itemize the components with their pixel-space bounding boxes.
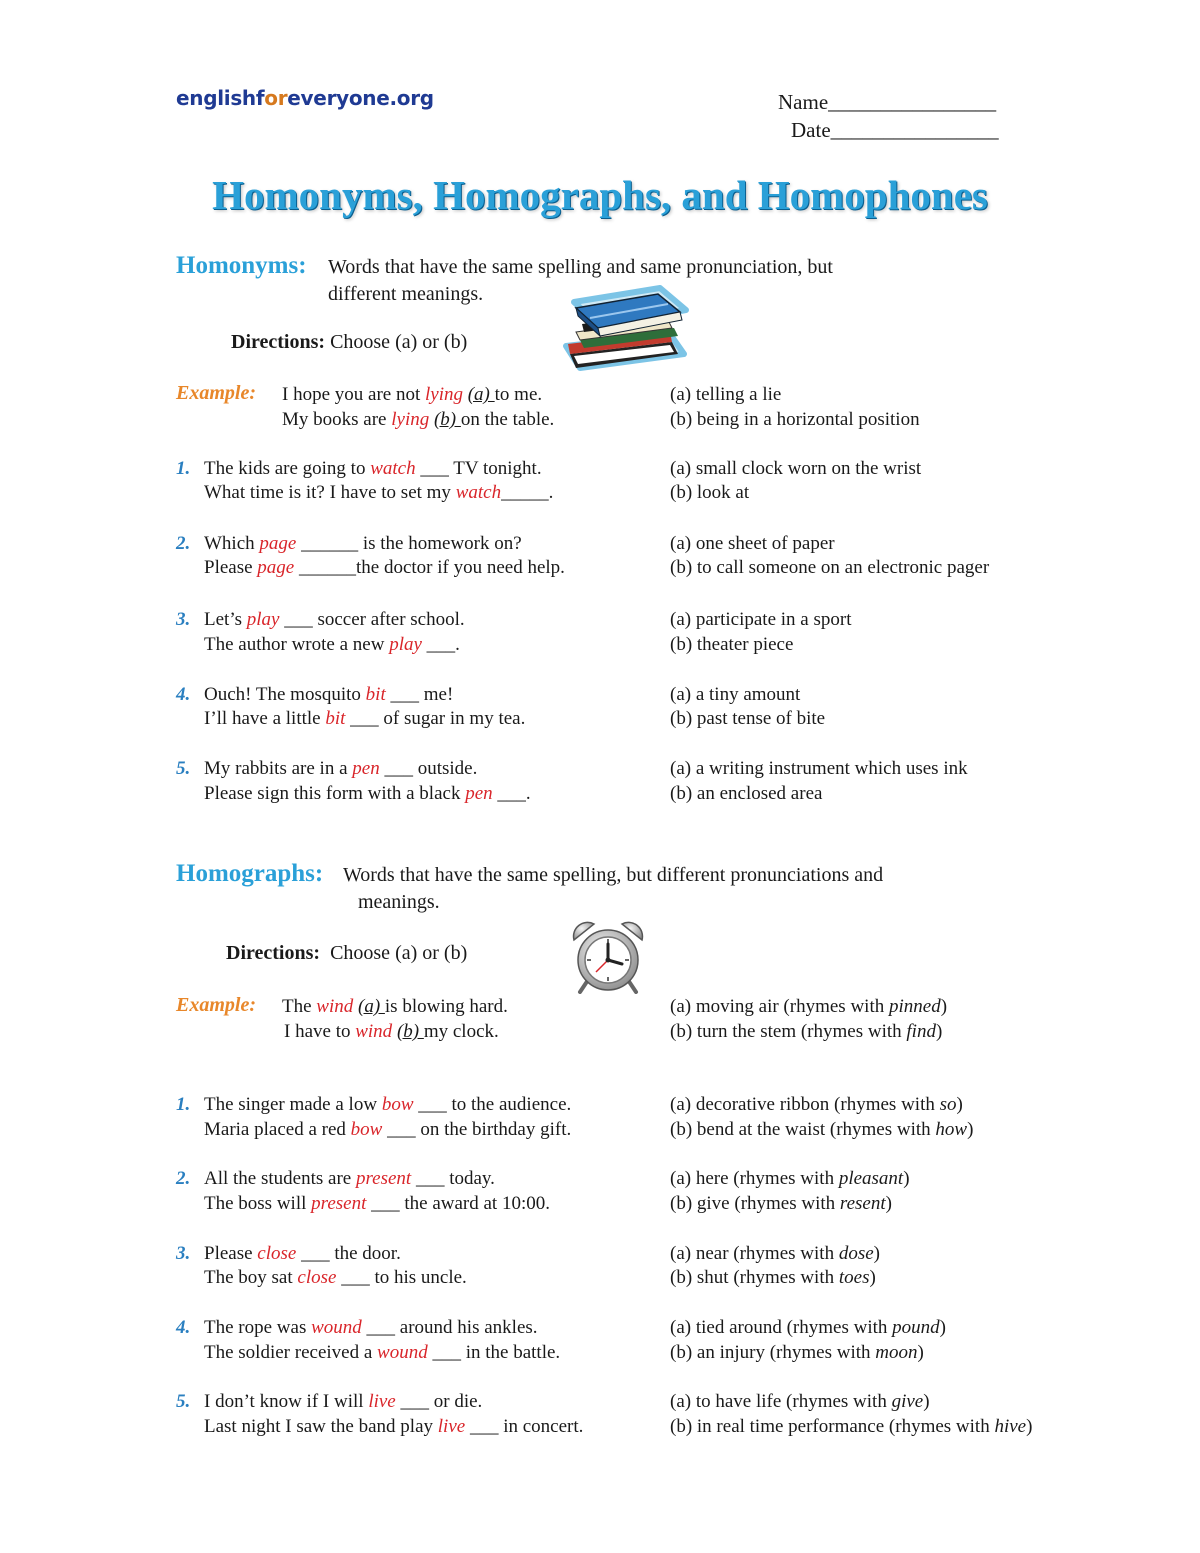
homographs-item-sentence-1: Please close ___ the door. (204, 1243, 401, 1264)
homonyms-item-number: 2. (176, 533, 191, 554)
homonyms-item-sentence-1: Ouch! The mosquito bit ___ me! (204, 684, 454, 705)
homonyms-item-sentence-2: What time is it? I have to set my watch_____. (204, 482, 554, 503)
homonyms-item-option-b: (b) look at (670, 482, 750, 503)
homonyms-item-sentence-1: Which page ______ is the homework on? (204, 533, 522, 554)
homographs-item-sentence-1: I don’t know if I will live ___ or die. (204, 1391, 483, 1412)
homographs-item-number: 4. (176, 1317, 191, 1338)
homonyms-item-sentence-2: Please sign this form with a black pen ___. (204, 783, 531, 804)
homographs-item-sentence-2: The boy sat close ___ to his uncle. (204, 1267, 467, 1288)
homonyms-definition-line2: different meanings. (328, 283, 484, 305)
homographs-item-option-b: (b) give (rhymes with resent) (670, 1193, 892, 1214)
homonyms-example-option-b: (b) being in a horizontal position (670, 409, 920, 430)
homonyms-item-sentence-2: I’ll have a little bit ___ of sugar in my tea. (204, 708, 526, 729)
date-field: Date________________ (791, 118, 999, 142)
homographs-definition-line2: meanings. (358, 891, 440, 913)
page-title: Homonyms, Homographs, and Homophones (212, 172, 988, 218)
homographs-item-sentence-2: Last night I saw the band play live ___ in concert. (204, 1416, 584, 1437)
alarm-clock-icon (568, 920, 648, 994)
homographs-item-sentence-1: The singer made a low bow ___ to the audience. (204, 1094, 572, 1115)
homographs-item-option-a: (a) here (rhymes with pleasant) (670, 1168, 910, 1189)
homographs-item-sentence-2: The boss will present ___ the award at 10:00. (204, 1193, 550, 1214)
homographs-item-option-a: (a) decorative ribbon (rhymes with so) (670, 1094, 963, 1115)
homographs-example-option-b: (b) turn the stem (rhymes with find) (670, 1021, 943, 1042)
homonyms-item-number: 3. (176, 609, 191, 630)
homonyms-item-sentence-1: The kids are going to watch ___ TV tonight. (204, 458, 542, 479)
homonyms-item-option-b: (b) past tense of bite (670, 708, 826, 729)
homographs-item-number: 1. (176, 1094, 191, 1115)
homographs-heading: Homographs: (176, 860, 324, 887)
homonyms-example-sentence-1: I hope you are not lying (a) to me. (282, 384, 543, 405)
homographs-item-number: 5. (176, 1391, 191, 1412)
homographs-item-option-b: (b) bend at the waist (rhymes with how) (670, 1119, 974, 1140)
homonyms-item-sentence-2: Please page ______the doctor if you need help. (204, 557, 565, 578)
homonyms-item-option-a: (a) one sheet of paper (670, 533, 835, 554)
homographs-example-sentence-1: The wind (a) is blowing hard. (282, 996, 508, 1017)
homonyms-example-label: Example: (176, 382, 256, 404)
homonyms-definition-line1: Words that have the same spelling and same pronunciation, but (328, 256, 833, 278)
homonyms-item-option-b: (b) theater piece (670, 634, 794, 655)
homographs-item-sentence-1: All the students are present ___ today. (204, 1168, 495, 1189)
homonyms-item-option-a: (a) participate in a sport (670, 609, 852, 630)
homographs-item-number: 3. (176, 1243, 191, 1264)
homonyms-directions: Directions: Choose (a) or (b) (231, 331, 468, 353)
homonyms-item-sentence-1: My rabbits are in a pen ___ outside. (204, 758, 478, 779)
homographs-item-option-b: (b) an injury (rhymes with moon) (670, 1342, 924, 1363)
homographs-item-sentence-2: Maria placed a red bow ___ on the birthday gift. (204, 1119, 572, 1140)
homonyms-example-option-a: (a) telling a lie (670, 384, 782, 405)
homonyms-item-sentence-1: Let’s play ___ soccer after school. (204, 609, 465, 630)
homonyms-example-sentence-2: My books are lying (b) on the table. (282, 409, 555, 430)
homographs-item-option-b: (b) shut (rhymes with toes) (670, 1267, 876, 1288)
homographs-item-option-a: (a) to have life (rhymes with give) (670, 1391, 930, 1412)
homonyms-item-option-b: (b) an enclosed area (670, 783, 823, 804)
books-icon (560, 284, 692, 392)
homonyms-item-option-a: (a) a writing instrument which uses ink (670, 758, 968, 779)
homographs-item-sentence-2: The soldier received a wound ___ in the battle. (204, 1342, 561, 1363)
homonyms-item-sentence-2: The author wrote a new play ___. (204, 634, 460, 655)
homographs-example-sentence-2: I have to wind (b) my clock. (284, 1021, 499, 1042)
homonyms-heading: Homonyms: (176, 252, 307, 279)
homonyms-item-number: 1. (176, 458, 191, 479)
homonyms-item-option-b: (b) to call someone on an electronic pager (670, 557, 990, 578)
name-field: Name________________ (778, 90, 997, 114)
homonyms-item-number: 5. (176, 758, 191, 779)
homographs-definition-line1: Words that have the same spelling, but different pronunciations and (343, 864, 884, 886)
homographs-item-number: 2. (176, 1168, 191, 1189)
homonyms-item-option-a: (a) small clock worn on the wrist (670, 458, 922, 479)
site-logo: englishforeveryone.org (176, 86, 434, 110)
homographs-item-option-a: (a) near (rhymes with dose) (670, 1243, 880, 1264)
homographs-item-sentence-1: The rope was wound ___ around his ankles. (204, 1317, 538, 1338)
homographs-item-option-a: (a) tied around (rhymes with pound) (670, 1317, 946, 1338)
homographs-example-option-a: (a) moving air (rhymes with pinned) (670, 996, 948, 1017)
homonyms-item-option-a: (a) a tiny amount (670, 684, 801, 705)
homographs-example-label: Example: (176, 994, 256, 1016)
homonyms-item-number: 4. (176, 684, 191, 705)
homographs-directions: Directions: Choose (a) or (b) (226, 942, 468, 964)
homographs-item-option-b: (b) in real time performance (rhymes with hive) (670, 1416, 1033, 1437)
